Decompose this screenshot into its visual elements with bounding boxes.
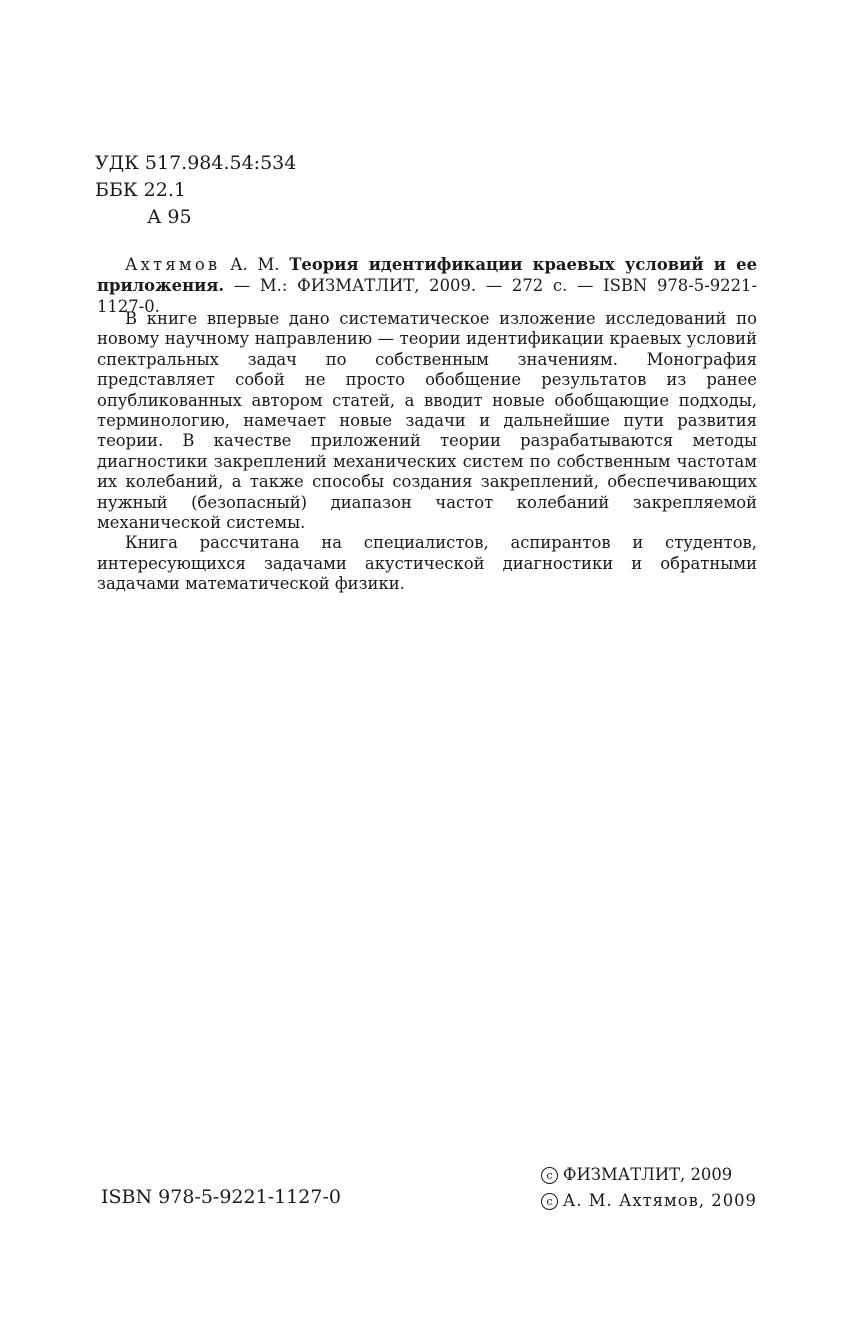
- copyright-publisher: ФИЗМАТЛИТ, 2009: [562, 1165, 733, 1184]
- udk-line: [95, 150, 296, 177]
- bbk-label: ББК: [95, 179, 138, 201]
- bibliographic-entry-text: [97, 254, 757, 317]
- copyright-author-line: [541, 1188, 757, 1214]
- abstract-paragraph: Книга рассчитана на специалистов, аспирантов и студентов, интересующихся задачами акустической диагностики и обратными задачами математической физики.: [97, 533, 757, 594]
- copyright-icon: c: [541, 1193, 558, 1210]
- copyright-publisher-line: [541, 1162, 757, 1188]
- author-code: А 95: [147, 206, 192, 228]
- bbk-line: [95, 177, 296, 204]
- copyright-block: [541, 1162, 757, 1214]
- udk-value: 517.984.54:534: [144, 152, 297, 174]
- publication-details: — М.: ФИЗМАТЛИТ, 2009. — 272 с. — ISBN 978-5-9221-1127-0.: [97, 276, 757, 316]
- udk-label: УДК: [95, 152, 139, 174]
- abstract-paragraph: В книге впервые дано систематическое изложение исследований по новому научному направлению — теории идентификации краевых условий спектральных задач по собственным значениям. Монография представляет собой не просто обобщение результатов из ранее опубликованных автором статей, а вводит новые обобщающие подходы, терминологию, намечает новые задачи и дальнейшие пути развития теории. В качестве приложений теории разрабатываются методы диагностики закреплений механических систем по собственным частотам их колебаний, а также способы создания закреплений, обеспечивающих нужный (безопасный) диапазон частот колебаний закрепляемой механической системы.: [97, 309, 757, 533]
- abstract: [97, 309, 757, 595]
- author-initials: А. М.: [230, 255, 280, 274]
- author-surname: Ахтямов: [125, 255, 221, 274]
- bibliographic-entry: [97, 254, 757, 317]
- classification-block: [95, 150, 296, 231]
- author-code-line: [95, 204, 296, 231]
- isbn-footer: ISBN 978-5-9221-1127-0: [101, 1186, 341, 1208]
- copyright-icon: c: [541, 1167, 558, 1184]
- bbk-value: 22.1: [143, 179, 186, 201]
- book-title: Теория идентификации краевых условий и ее приложения.: [97, 255, 758, 295]
- copyright-author: А. М. Ахтямов, 2009: [562, 1191, 757, 1210]
